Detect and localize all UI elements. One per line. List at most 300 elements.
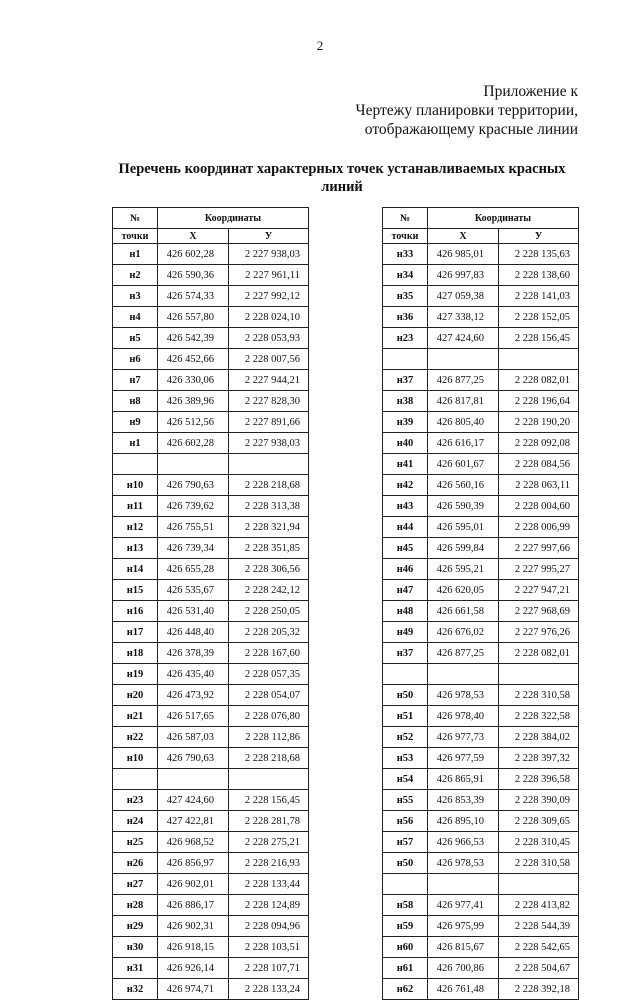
coord-y: 2 228 156,45 — [229, 790, 309, 811]
table-row — [113, 244, 309, 265]
point-id: н29 — [113, 916, 158, 937]
point-id: н43 — [383, 496, 428, 517]
table-row — [113, 622, 309, 643]
page-number: 2 — [316, 38, 324, 53]
point-id: н1 — [113, 433, 158, 454]
coord-y: 2 228 309,65 — [499, 811, 579, 832]
coord-y: 2 228 135,63 — [499, 244, 579, 265]
table-row — [383, 979, 579, 1000]
table-row — [383, 874, 579, 895]
table-row — [383, 328, 579, 349]
coord-x: 426 602,28 — [158, 244, 229, 265]
table-row — [383, 643, 579, 664]
table-row — [113, 664, 309, 685]
coord-x: 426 517,65 — [158, 706, 229, 727]
point-id: н30 — [113, 937, 158, 958]
coord-x: 426 587,03 — [158, 727, 229, 748]
point-id: н60 — [383, 937, 428, 958]
coord-y — [499, 664, 579, 685]
coord-y: 2 227 947,21 — [499, 580, 579, 601]
coord-x: 426 966,53 — [428, 832, 499, 853]
coord-x: 426 790,63 — [158, 475, 229, 496]
appendix-note — [356, 82, 579, 139]
coord-x: 426 856,97 — [158, 853, 229, 874]
point-id: н7 — [113, 370, 158, 391]
point-id — [383, 664, 428, 685]
point-id: н6 — [113, 349, 158, 370]
coord-x: 426 978,53 — [428, 853, 499, 874]
coord-y: 2 228 397,32 — [499, 748, 579, 769]
coord-x: 426 512,56 — [158, 412, 229, 433]
header-num: № — [383, 208, 428, 229]
coord-y: 2 228 504,67 — [499, 958, 579, 979]
table-row — [383, 580, 579, 601]
point-id: н1 — [113, 244, 158, 265]
table-row — [113, 832, 309, 853]
coord-x: 426 452,66 — [158, 349, 229, 370]
point-id: н59 — [383, 916, 428, 937]
table-row — [383, 937, 579, 958]
coord-y: 2 228 156,45 — [499, 328, 579, 349]
coord-x: 426 805,40 — [428, 412, 499, 433]
table-row — [383, 895, 579, 916]
table-row — [113, 370, 309, 391]
table-row — [383, 244, 579, 265]
header-y: У — [229, 229, 309, 244]
table-row — [383, 349, 579, 370]
coord-x: 426 853,39 — [428, 790, 499, 811]
table-row — [383, 559, 579, 580]
coord-y: 2 228 053,93 — [229, 328, 309, 349]
table-row — [113, 895, 309, 916]
table-row — [113, 748, 309, 769]
point-id: н25 — [113, 832, 158, 853]
point-id: н54 — [383, 769, 428, 790]
coord-y: 2 228 306,56 — [229, 559, 309, 580]
coord-x: 426 968,52 — [158, 832, 229, 853]
coord-y: 2 228 006,99 — [499, 517, 579, 538]
table-row — [383, 370, 579, 391]
coord-x: 426 542,39 — [158, 328, 229, 349]
point-id: н14 — [113, 559, 158, 580]
point-id: н62 — [383, 979, 428, 1000]
coord-y: 2 228 281,78 — [229, 811, 309, 832]
coord-y: 2 228 310,58 — [499, 685, 579, 706]
coord-y: 2 227 944,21 — [229, 370, 309, 391]
point-id: н20 — [113, 685, 158, 706]
header-x: Х — [158, 229, 229, 244]
coord-x: 426 902,31 — [158, 916, 229, 937]
coord-y: 2 228 054,07 — [229, 685, 309, 706]
coord-y: 2 228 390,09 — [499, 790, 579, 811]
coord-x: 426 978,53 — [428, 685, 499, 706]
coord-y: 2 227 968,69 — [499, 601, 579, 622]
point-id: н34 — [383, 265, 428, 286]
table-row — [383, 916, 579, 937]
point-id: н40 — [383, 433, 428, 454]
coord-y: 2 228 007,56 — [229, 349, 309, 370]
table-row — [383, 265, 579, 286]
coord-x: 426 602,28 — [158, 433, 229, 454]
point-id: н44 — [383, 517, 428, 538]
coord-x: 427 338,12 — [428, 307, 499, 328]
coord-y: 2 228 384,02 — [499, 727, 579, 748]
table-row — [383, 391, 579, 412]
coord-y: 2 227 995,27 — [499, 559, 579, 580]
coord-x: 426 595,01 — [428, 517, 499, 538]
table-row — [113, 706, 309, 727]
header-coordinates: Координаты — [428, 208, 579, 229]
coord-x: 426 620,05 — [428, 580, 499, 601]
coord-x: 426 535,67 — [158, 580, 229, 601]
point-id — [113, 454, 158, 475]
coord-y: 2 228 218,68 — [229, 748, 309, 769]
table-row — [383, 706, 579, 727]
coord-x: 426 815,67 — [428, 937, 499, 958]
table-row — [113, 265, 309, 286]
coord-y: 2 228 024,10 — [229, 307, 309, 328]
table-row — [113, 307, 309, 328]
coord-y: 2 227 828,30 — [229, 391, 309, 412]
coord-y: 2 227 938,03 — [229, 433, 309, 454]
coord-x: 427 424,60 — [428, 328, 499, 349]
coord-x: 426 997,83 — [428, 265, 499, 286]
coord-y: 2 228 218,68 — [229, 475, 309, 496]
point-id: н23 — [113, 790, 158, 811]
coord-y: 2 228 392,18 — [499, 979, 579, 1000]
point-id: н48 — [383, 601, 428, 622]
coord-x: 426 616,17 — [428, 433, 499, 454]
appendix-line-3: отображающему красные линии — [364, 121, 578, 138]
coord-y: 2 228 082,01 — [499, 643, 579, 664]
coord-x: 426 977,73 — [428, 727, 499, 748]
table-row — [113, 412, 309, 433]
point-id: н21 — [113, 706, 158, 727]
point-id: н50 — [383, 685, 428, 706]
coord-x — [428, 874, 499, 895]
point-id: н37 — [383, 370, 428, 391]
point-id: н15 — [113, 580, 158, 601]
header-points: точки — [113, 229, 158, 244]
table-row — [113, 958, 309, 979]
table-row — [113, 559, 309, 580]
coord-x: 426 601,67 — [428, 454, 499, 475]
coord-y: 2 228 250,05 — [229, 601, 309, 622]
coord-y: 2 228 351,85 — [229, 538, 309, 559]
point-id: н56 — [383, 811, 428, 832]
point-id: н2 — [113, 265, 158, 286]
coord-y: 2 228 196,64 — [499, 391, 579, 412]
point-id: н16 — [113, 601, 158, 622]
table-row — [113, 517, 309, 538]
coord-x — [158, 454, 229, 475]
table-row — [113, 916, 309, 937]
table-row — [113, 349, 309, 370]
coord-y: 2 228 275,21 — [229, 832, 309, 853]
header-points: точки — [383, 229, 428, 244]
table-row — [383, 601, 579, 622]
table-row — [113, 769, 309, 790]
table-row — [383, 769, 579, 790]
appendix-line-1: Приложение к — [483, 83, 578, 100]
coord-y — [499, 874, 579, 895]
coord-x: 426 595,21 — [428, 559, 499, 580]
point-id: н61 — [383, 958, 428, 979]
table-row — [113, 727, 309, 748]
point-id: н31 — [113, 958, 158, 979]
point-id: н10 — [113, 475, 158, 496]
coord-x — [428, 349, 499, 370]
table-row — [383, 727, 579, 748]
coord-y: 2 228 063,11 — [499, 475, 579, 496]
coord-y — [229, 454, 309, 475]
coord-x: 426 895,10 — [428, 811, 499, 832]
point-id: н52 — [383, 727, 428, 748]
coord-x: 426 531,40 — [158, 601, 229, 622]
coord-x: 426 977,59 — [428, 748, 499, 769]
point-id: н13 — [113, 538, 158, 559]
point-id: н58 — [383, 895, 428, 916]
table-row — [383, 475, 579, 496]
coord-x: 426 655,28 — [158, 559, 229, 580]
coord-x: 426 557,80 — [158, 307, 229, 328]
header-y: У — [499, 229, 579, 244]
coord-y: 2 228 133,44 — [229, 874, 309, 895]
point-id: н35 — [383, 286, 428, 307]
point-id: н32 — [113, 979, 158, 1000]
table-row — [383, 517, 579, 538]
point-id: н49 — [383, 622, 428, 643]
coord-y: 2 228 082,01 — [499, 370, 579, 391]
coord-y: 2 228 396,58 — [499, 769, 579, 790]
coord-x: 427 424,60 — [158, 790, 229, 811]
table-row — [383, 622, 579, 643]
coord-y: 2 228 310,58 — [499, 853, 579, 874]
point-id: н42 — [383, 475, 428, 496]
coord-y: 2 228 413,82 — [499, 895, 579, 916]
point-id: н50 — [383, 853, 428, 874]
coord-y: 2 227 992,12 — [229, 286, 309, 307]
point-id: н39 — [383, 412, 428, 433]
coord-x: 426 985,01 — [428, 244, 499, 265]
table-row — [113, 643, 309, 664]
coord-y: 2 228 084,56 — [499, 454, 579, 475]
point-id: н46 — [383, 559, 428, 580]
point-id: н11 — [113, 496, 158, 517]
point-id: н10 — [113, 748, 158, 769]
coordinates-table-left — [112, 207, 309, 1000]
coord-x: 426 330,06 — [158, 370, 229, 391]
point-id: н45 — [383, 538, 428, 559]
header-x: Х — [428, 229, 499, 244]
table-row — [383, 748, 579, 769]
coord-x: 426 977,41 — [428, 895, 499, 916]
coord-y: 2 228 152,05 — [499, 307, 579, 328]
appendix-line-2: Чертежу планировки территории, — [355, 102, 578, 119]
point-id: н51 — [383, 706, 428, 727]
coordinates-table-right — [382, 207, 579, 1000]
coord-y: 2 228 124,89 — [229, 895, 309, 916]
coord-x: 426 761,48 — [428, 979, 499, 1000]
coord-x: 426 865,91 — [428, 769, 499, 790]
coord-y: 2 228 141,03 — [499, 286, 579, 307]
coord-x — [428, 664, 499, 685]
coord-y: 2 228 112,86 — [229, 727, 309, 748]
coord-y: 2 228 133,24 — [229, 979, 309, 1000]
point-id — [383, 874, 428, 895]
point-id: н4 — [113, 307, 158, 328]
point-id: н38 — [383, 391, 428, 412]
coord-x: 426 877,25 — [428, 643, 499, 664]
table-row — [383, 454, 579, 475]
coord-y: 2 228 542,65 — [499, 937, 579, 958]
coord-x: 426 790,63 — [158, 748, 229, 769]
table-row — [113, 811, 309, 832]
coord-x: 426 473,92 — [158, 685, 229, 706]
point-id: н36 — [383, 307, 428, 328]
coord-y — [499, 349, 579, 370]
point-id: н26 — [113, 853, 158, 874]
table-row — [113, 475, 309, 496]
point-id: н18 — [113, 643, 158, 664]
coord-x: 427 422,81 — [158, 811, 229, 832]
coord-x: 426 886,17 — [158, 895, 229, 916]
coord-x: 426 700,86 — [428, 958, 499, 979]
point-id: н33 — [383, 244, 428, 265]
point-id: н8 — [113, 391, 158, 412]
coord-y: 2 227 976,26 — [499, 622, 579, 643]
coord-y: 2 227 997,66 — [499, 538, 579, 559]
coord-y: 2 228 092,08 — [499, 433, 579, 454]
coord-y: 2 228 321,94 — [229, 517, 309, 538]
table-row — [383, 286, 579, 307]
coord-x: 426 448,40 — [158, 622, 229, 643]
table-row — [383, 496, 579, 517]
coord-x: 426 918,15 — [158, 937, 229, 958]
table-row — [113, 391, 309, 412]
coord-x: 426 378,39 — [158, 643, 229, 664]
point-id: н12 — [113, 517, 158, 538]
table-row — [113, 853, 309, 874]
table-row — [383, 685, 579, 706]
table-row — [383, 853, 579, 874]
coord-y: 2 228 205,32 — [229, 622, 309, 643]
coord-x: 426 389,96 — [158, 391, 229, 412]
table-row — [113, 601, 309, 622]
coord-x: 426 739,62 — [158, 496, 229, 517]
coord-y: 2 228 004,60 — [499, 496, 579, 517]
point-id: н27 — [113, 874, 158, 895]
point-id — [383, 349, 428, 370]
coord-y: 2 228 242,12 — [229, 580, 309, 601]
coord-y: 2 227 938,03 — [229, 244, 309, 265]
coord-x: 426 978,40 — [428, 706, 499, 727]
point-id: н22 — [113, 727, 158, 748]
table-row — [113, 328, 309, 349]
point-id: н55 — [383, 790, 428, 811]
point-id: н37 — [383, 643, 428, 664]
coord-y: 2 228 138,60 — [499, 265, 579, 286]
header-num: № — [113, 208, 158, 229]
table-row — [113, 454, 309, 475]
table-row — [113, 979, 309, 1000]
table-row — [383, 811, 579, 832]
coord-y: 2 227 891,66 — [229, 412, 309, 433]
document-title: Перечень координат характерных точек устанавливаемых красных линий — [118, 161, 566, 195]
table-row — [113, 580, 309, 601]
table-row — [383, 790, 579, 811]
coord-y: 2 228 167,60 — [229, 643, 309, 664]
point-id: н3 — [113, 286, 158, 307]
coord-x: 426 974,71 — [158, 979, 229, 1000]
point-id: н41 — [383, 454, 428, 475]
coord-x: 426 755,51 — [158, 517, 229, 538]
table-row — [113, 286, 309, 307]
table-row — [113, 937, 309, 958]
header-coordinates: Координаты — [158, 208, 309, 229]
coord-x: 426 560,16 — [428, 475, 499, 496]
table-row — [113, 874, 309, 895]
table-row — [383, 958, 579, 979]
coord-y: 2 228 190,20 — [499, 412, 579, 433]
coord-x: 426 975,99 — [428, 916, 499, 937]
point-id: н9 — [113, 412, 158, 433]
coord-y: 2 227 961,11 — [229, 265, 309, 286]
coord-x: 426 590,36 — [158, 265, 229, 286]
point-id: н23 — [383, 328, 428, 349]
coord-x: 426 739,34 — [158, 538, 229, 559]
point-id: н19 — [113, 664, 158, 685]
coord-x: 426 574,33 — [158, 286, 229, 307]
table-row — [383, 538, 579, 559]
coord-x: 426 902,01 — [158, 874, 229, 895]
coord-x: 426 926,14 — [158, 958, 229, 979]
coord-y: 2 228 107,71 — [229, 958, 309, 979]
point-id: н57 — [383, 832, 428, 853]
coord-y: 2 228 310,45 — [499, 832, 579, 853]
coord-x: 427 059,38 — [428, 286, 499, 307]
coord-y: 2 228 094,96 — [229, 916, 309, 937]
coord-y: 2 228 544,39 — [499, 916, 579, 937]
table-row — [383, 832, 579, 853]
coord-y: 2 228 057,35 — [229, 664, 309, 685]
coord-x: 426 590,39 — [428, 496, 499, 517]
table-row — [383, 433, 579, 454]
point-id: н24 — [113, 811, 158, 832]
point-id: н17 — [113, 622, 158, 643]
coord-x: 426 661,58 — [428, 601, 499, 622]
point-id — [113, 769, 158, 790]
table-row — [113, 433, 309, 454]
point-id: н53 — [383, 748, 428, 769]
coord-y: 2 228 313,38 — [229, 496, 309, 517]
coord-x: 426 435,40 — [158, 664, 229, 685]
coord-x — [158, 769, 229, 790]
table-row — [113, 685, 309, 706]
coord-y — [229, 769, 309, 790]
point-id: н47 — [383, 580, 428, 601]
coord-x: 426 676,02 — [428, 622, 499, 643]
table-row — [383, 307, 579, 328]
table-row — [113, 496, 309, 517]
point-id: н5 — [113, 328, 158, 349]
table-row — [383, 412, 579, 433]
coord-x: 426 817,81 — [428, 391, 499, 412]
coord-y: 2 228 216,93 — [229, 853, 309, 874]
coord-x: 426 877,25 — [428, 370, 499, 391]
coord-y: 2 228 322,58 — [499, 706, 579, 727]
point-id: н28 — [113, 895, 158, 916]
